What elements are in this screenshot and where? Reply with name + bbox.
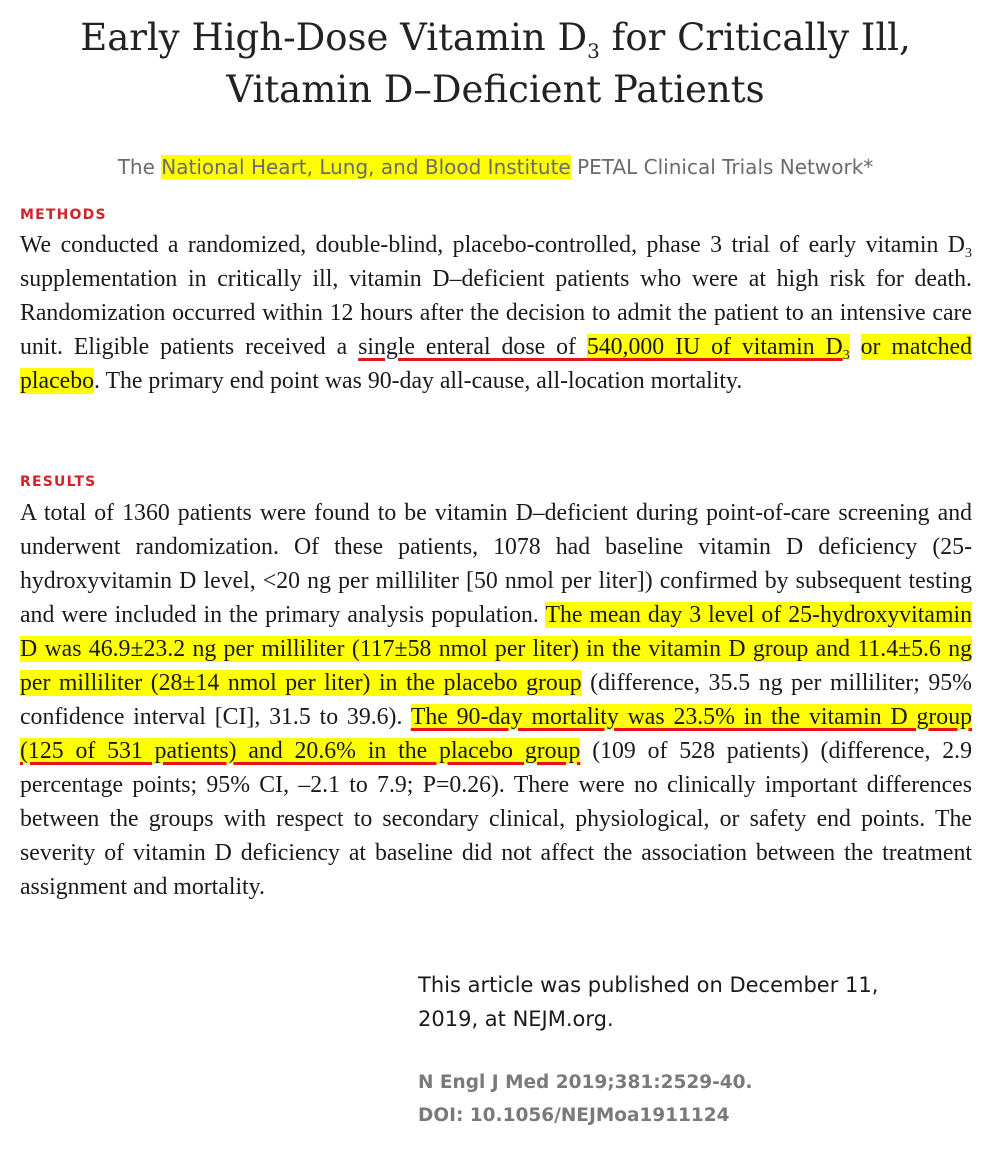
results-highlight-levels: The mean day 3 level of 25-hydroxyvitamin D was 46.9±23.2 ng per milliliter (117±58 nmol per liter) in the vitamin D group and 11.4±5.6 ng per milliliter (28±14 nmol per liter) in the placebo group <box>20 602 972 696</box>
methods-subscript: 3 <box>965 246 972 261</box>
methods-highlight-dose <box>586 334 850 363</box>
results-text-2: (difference, 35.5 ng per milliliter; 95% confidence interval [CI], 31.5 to 39.6). <box>20 670 972 730</box>
results-highlight-mortality: The 90-day mortality was 23.5% in the vitamin D group (125 of 531 patients) and 20.6% in the placebo group <box>20 704 973 764</box>
citation-block <box>418 1066 978 1132</box>
publication-line-2: 2019, at NEJM.org. <box>418 1007 614 1031</box>
methods-underlined-text <box>358 334 850 363</box>
authors-highlight: National Heart, Lung, and Blood Institute <box>161 155 571 179</box>
title-line-2: Vitamin D–Deficient Patients <box>226 68 765 111</box>
publication-line-1: This article was published on December 11, <box>418 973 879 997</box>
results-heading: RESULTS <box>20 474 97 490</box>
methods-text-3: . The primary end point was 90-day all-cause, all-location mortality. <box>94 368 743 394</box>
methods-heading: METHODS <box>20 207 107 223</box>
journal-citation: N Engl J Med 2019;381:2529-40. <box>418 1072 753 1093</box>
methods-paragraph <box>20 228 972 398</box>
publication-note <box>418 968 978 1036</box>
title-subscript: 3 <box>587 39 600 63</box>
results-text-1: A total of 1360 patients were found to be vitamin D–deficient during point-of-care screening and underwent randomization. Of these patients, 1078 had baseline vitamin D deficiency (25-hydroxyvitamin D level, <20 ng per milliliter [50 nmol per liter]) confirmed by subsequent testing and were included in the primary analysis population. <box>20 500 972 628</box>
results-text-3: (109 of 528 patients) (difference, 2.9 percentage points; 95% CI, –2.1 to 7.9; P=0.26). There were no clinically important differences between the groups with respect to secondary clinical, physiological, or safety end points. The severity of vitamin D deficiency at baseline did not affect the association between the treatment assignment and mortality. <box>20 738 972 900</box>
methods-text-2: supplementation in critically ill, vitamin D–deficient patients who were at high risk for death. Randomization occurred within 12 hours after the decision to admit the patient to an intensive care unit. Eligible patients received a <box>20 266 972 360</box>
methods-underline-1: single enteral dose of <box>358 334 587 360</box>
methods-highlight-subscript: 3 <box>842 348 850 363</box>
methods-highlight-dose-text: 540,000 IU of vitamin D <box>586 334 843 360</box>
methods-space <box>850 334 861 360</box>
doi: DOI: 10.1056/NEJMoa1911124 <box>418 1105 730 1126</box>
methods-text-1: We conducted a randomized, double-blind, placebo-controlled, phase 3 trial of early vitamin D <box>20 232 965 258</box>
authors-prefix: The <box>117 155 162 179</box>
methods-highlight-placebo: or matched placebo <box>20 334 973 394</box>
results-paragraph <box>20 496 972 904</box>
authors-suffix: PETAL Clinical Trials Network* <box>570 155 874 179</box>
author-group <box>0 152 991 182</box>
article-title <box>0 12 991 116</box>
title-text-cont: for Critically Ill, <box>599 16 911 59</box>
title-text: Early High-Dose Vitamin D <box>80 16 588 59</box>
